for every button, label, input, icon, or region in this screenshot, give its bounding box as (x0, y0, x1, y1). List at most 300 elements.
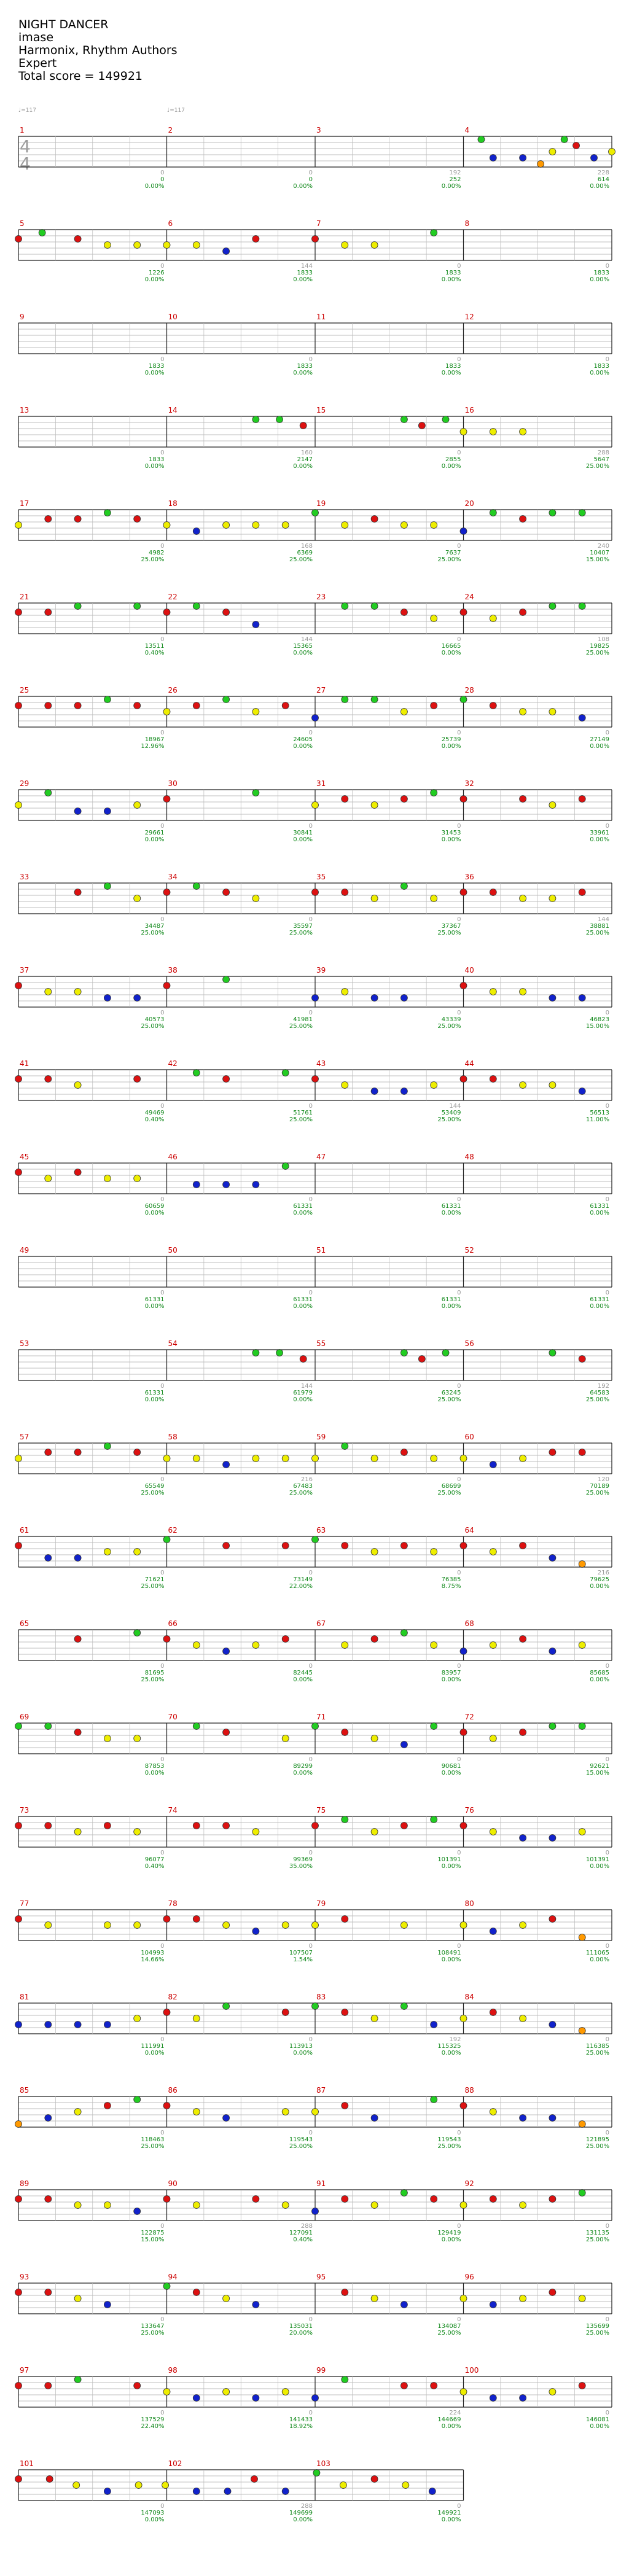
measure-score: 134087 (437, 2323, 461, 2330)
note-red (223, 1076, 230, 1083)
measure-tick: 0 (308, 2130, 313, 2136)
measure-percent: 0.00% (293, 1210, 313, 1216)
measure-number: 24 (464, 593, 474, 601)
note-red (46, 2476, 53, 2483)
note-red (400, 1543, 407, 1549)
measure-score: 31453 (441, 830, 461, 836)
measure-number: 68 (464, 1619, 474, 1628)
note-yellow (252, 709, 259, 715)
note-blue (579, 715, 585, 722)
measure-score: 1833 (297, 363, 313, 370)
measure-percent: 0.00% (441, 276, 461, 283)
measure-percent: 0.00% (293, 743, 313, 750)
measure-tick: 0 (160, 1196, 165, 1203)
time-signature-numerator: 4 (20, 136, 31, 157)
measure-percent: 0.00% (144, 183, 165, 190)
note-yellow (520, 1082, 526, 1089)
measure-tick: 0 (457, 449, 461, 456)
measure-score: 18967 (144, 736, 165, 743)
note-red (223, 1823, 230, 1829)
measure-tick: 288 (300, 2223, 313, 2230)
note-yellow (252, 1642, 259, 1649)
note-blue (45, 2115, 52, 2122)
note-yellow (549, 895, 556, 902)
note-red (74, 889, 81, 896)
measure-number: 8 (464, 219, 470, 228)
measure-score: 61331 (293, 1203, 313, 1210)
measure-score: 141433 (289, 2416, 313, 2423)
note-green (342, 603, 348, 610)
measure-percent: 25.00% (289, 2143, 313, 2150)
measure-number: 55 (316, 1339, 326, 1348)
measure-score: 43339 (441, 1016, 461, 1023)
measure-tick: 288 (300, 2503, 313, 2510)
note-yellow (134, 895, 141, 902)
measure-tick: 0 (605, 1196, 609, 1203)
note-blue (223, 1181, 230, 1188)
note-yellow (549, 709, 556, 715)
measure-percent: 0.00% (144, 276, 165, 283)
measure-number: 86 (168, 2086, 178, 2095)
measure-number: 71 (316, 1713, 326, 1721)
note-red (342, 2009, 348, 2016)
measure-tick: 228 (597, 169, 609, 176)
note-blue (104, 808, 111, 815)
measure-percent: 14.66% (141, 1956, 165, 1963)
note-green (549, 603, 556, 610)
measure-score: 99369 (293, 1856, 313, 1863)
note-red (15, 1916, 22, 1923)
measure-score: 73149 (293, 1576, 313, 1583)
measure-number: 37 (20, 966, 29, 975)
note-red (223, 1543, 230, 1549)
note-yellow (609, 149, 615, 155)
note-yellow (371, 2295, 378, 2302)
measure-score: 56513 (590, 1110, 609, 1116)
measure-score: 0 (160, 176, 165, 183)
note-yellow (371, 1549, 378, 1555)
measure-number: 77 (20, 1899, 29, 1908)
note-green (45, 1723, 52, 1730)
note-yellow (252, 1829, 259, 1835)
measure-score: 137529 (141, 2416, 165, 2423)
note-red (549, 2289, 556, 2296)
measure-percent: 0.00% (441, 1956, 461, 1963)
note-green (252, 416, 259, 423)
measure-score: 111065 (585, 1950, 609, 1956)
note-red (418, 422, 425, 429)
note-red (15, 1543, 22, 1549)
note-yellow (134, 242, 141, 249)
note-blue (520, 1835, 526, 1842)
measure-percent: 0.00% (441, 2050, 461, 2057)
measure-percent: 25.00% (289, 556, 313, 563)
note-yellow (134, 1549, 141, 1555)
measure-number: 50 (168, 1246, 178, 1255)
measure-tick: 0 (457, 1383, 461, 1390)
note-red (134, 1449, 141, 1456)
measure-score: 19825 (590, 643, 609, 650)
note-red (490, 1076, 496, 1083)
measure-tick: 144 (597, 916, 609, 923)
measure-number: 54 (168, 1339, 178, 1348)
measure-tick: 0 (160, 730, 165, 736)
note-red (400, 2383, 407, 2389)
note-yellow (520, 2202, 526, 2209)
note-yellow (74, 2295, 81, 2302)
note-green (342, 2376, 348, 2383)
measure-percent: 0.00% (441, 743, 461, 750)
note-yellow (400, 1922, 407, 1929)
measure-percent: 0.00% (441, 463, 461, 470)
measure-percent: 25.00% (585, 2050, 609, 2057)
measure-score: 122875 (141, 2230, 165, 2236)
measure-percent: 25.00% (289, 1023, 313, 1030)
measure-number: 81 (20, 1993, 29, 2001)
note-yellow (74, 2202, 81, 2209)
note-yellow (134, 2015, 141, 2022)
measure-score: 133647 (141, 2323, 165, 2330)
measure-number: 28 (464, 686, 474, 695)
measure-number: 4 (464, 126, 470, 134)
measure-percent: 25.00% (141, 1023, 165, 1030)
measure-percent: 0.00% (441, 836, 461, 843)
time-signature-denominator: 4 (20, 154, 31, 174)
measure-percent: 25.00% (141, 1490, 165, 1496)
note-red (490, 2196, 496, 2203)
note-yellow (342, 1642, 348, 1649)
note-red (163, 796, 170, 803)
measure-tick: 0 (605, 730, 609, 736)
measure-tick: 0 (605, 2130, 609, 2136)
measure-number: 20 (464, 499, 474, 508)
measure-score: 53409 (441, 1110, 461, 1116)
note-yellow (431, 522, 437, 529)
note-green (39, 230, 45, 236)
measure-tick: 0 (160, 1756, 165, 1763)
note-red (15, 1076, 22, 1083)
measure-percent: 0.00% (441, 1676, 461, 1683)
note-green (276, 416, 283, 423)
measure-tick: 108 (597, 636, 609, 643)
note-blue (252, 2395, 259, 2402)
note-yellow (520, 2295, 526, 2302)
measure-percent: 25.00% (141, 2143, 165, 2150)
measure-tick: 0 (160, 1850, 165, 1856)
note-red (520, 516, 526, 523)
measure-percent: 25.00% (585, 2330, 609, 2337)
measure-percent: 25.00% (585, 463, 609, 470)
measure-percent: 15.00% (585, 1770, 609, 1776)
measure-percent: 25.00% (585, 2236, 609, 2243)
note-red (520, 796, 526, 803)
measure-number: 73 (20, 1806, 29, 1815)
measure-score: 13511 (144, 643, 165, 650)
measure-number: 40 (464, 966, 474, 975)
note-yellow (460, 1922, 467, 1929)
measure-tick: 144 (449, 1103, 461, 1110)
note-yellow (431, 1082, 437, 1089)
measure-number: 59 (316, 1433, 326, 1441)
note-blue (74, 1555, 81, 1562)
measure-tick: 0 (160, 543, 165, 550)
note-yellow (312, 2109, 319, 2115)
note-red (520, 1636, 526, 1643)
note-yellow (371, 1735, 378, 1742)
measure-score: 149921 (437, 2510, 461, 2516)
note-green (134, 603, 141, 610)
measure-tick: 0 (605, 356, 609, 363)
measure-score: 2855 (445, 456, 461, 463)
measure-score: 34487 (144, 923, 165, 930)
measure-tick: 0 (160, 1570, 165, 1576)
measure-score: 68699 (441, 1483, 461, 1490)
note-red (371, 2476, 378, 2483)
measure-number: 2 (168, 126, 173, 134)
note-red (520, 1543, 526, 1549)
note-green (431, 230, 437, 236)
measure-number: 41 (20, 1059, 29, 1068)
note-red (282, 702, 289, 709)
total-score: Total score = 149921 (18, 69, 143, 83)
note-red (163, 983, 170, 989)
note-blue (520, 2395, 526, 2402)
measure-tick: 0 (308, 823, 313, 830)
measure-tick: 0 (605, 2036, 609, 2043)
note-yellow (193, 2202, 200, 2209)
note-red (163, 1916, 170, 1923)
note-blue (490, 2302, 496, 2308)
note-red (490, 889, 496, 896)
note-yellow (490, 2109, 496, 2115)
measure-number: 10 (168, 313, 178, 321)
note-green (561, 136, 568, 143)
measure-tick: 0 (160, 2223, 165, 2230)
measure-tick: 0 (160, 1476, 165, 1483)
measure-number: 9 (20, 313, 25, 321)
note-yellow (163, 1455, 170, 1462)
note-yellow (371, 1829, 378, 1835)
note-green (579, 510, 585, 516)
note-red (15, 983, 22, 989)
note-red (223, 889, 230, 896)
note-green (460, 696, 467, 703)
measure-score: 38881 (590, 923, 609, 930)
note-blue (224, 2488, 231, 2495)
measure-percent: 25.00% (585, 1396, 609, 1403)
measure-tick: 192 (597, 1383, 609, 1390)
measure-tick: 0 (160, 2316, 165, 2323)
measure-score: 252 (449, 176, 461, 183)
measure-tick: 0 (160, 1290, 165, 1296)
note-blue (104, 2021, 111, 2028)
note-blue (193, 2488, 200, 2495)
note-green (342, 1816, 348, 1823)
measure-percent: 0.00% (590, 836, 609, 843)
note-blue (400, 995, 407, 1002)
measure-number: 69 (20, 1713, 29, 1721)
measure-number: 43 (316, 1059, 326, 1068)
measure-number: 58 (168, 1433, 178, 1441)
note-yellow (431, 1549, 437, 1555)
measure-percent: 25.00% (437, 1490, 461, 1496)
note-yellow (104, 242, 111, 249)
measure-tick: 0 (457, 2223, 461, 2230)
note-green (163, 2283, 170, 2290)
note-red (520, 609, 526, 616)
note-yellow (134, 1175, 141, 1182)
note-yellow (163, 242, 170, 249)
measure-score: 61331 (144, 1390, 165, 1396)
measure-number: 6 (168, 219, 173, 228)
note-blue (223, 1461, 230, 1468)
measure-score: 64583 (590, 1390, 609, 1396)
note-orange (537, 161, 544, 168)
note-red (251, 2476, 257, 2483)
measure-tick: 0 (160, 169, 165, 176)
measure-percent: 25.00% (585, 930, 609, 936)
note-red (104, 1823, 111, 1829)
note-blue (520, 2115, 526, 2122)
measure-percent: 0.00% (144, 463, 165, 470)
note-green (478, 136, 485, 143)
measure-percent: 0.00% (144, 1303, 165, 1310)
measure-score: 16665 (441, 643, 461, 650)
note-blue (591, 155, 598, 161)
note-blue (45, 1555, 52, 1562)
note-yellow (15, 522, 22, 529)
measure-percent: 0.00% (441, 1770, 461, 1776)
measure-number: 53 (20, 1339, 29, 1348)
measure-percent: 0.00% (441, 183, 461, 190)
measure-tick: 216 (597, 1570, 609, 1576)
note-yellow (134, 1829, 141, 1835)
note-yellow (282, 2202, 289, 2209)
measure-percent: 0.00% (293, 2050, 313, 2057)
measure-score: 1833 (445, 270, 461, 276)
note-red (549, 2196, 556, 2203)
note-yellow (460, 1455, 467, 1462)
note-red (282, 1636, 289, 1643)
note-yellow (490, 615, 496, 622)
note-blue (134, 995, 141, 1002)
note-blue (223, 248, 230, 255)
note-red (300, 422, 307, 429)
note-yellow (223, 2295, 230, 2302)
measure-score: 92621 (590, 1763, 609, 1770)
note-blue (193, 1181, 200, 1188)
note-red (45, 1076, 52, 1083)
measure-score: 61331 (144, 1296, 165, 1303)
note-red (45, 516, 52, 523)
note-green (104, 1443, 111, 1450)
measure-number: 32 (464, 779, 474, 788)
note-red (15, 236, 22, 243)
note-green (342, 1443, 348, 1450)
measure-tick: 0 (457, 2130, 461, 2136)
note-orange (579, 1934, 585, 1941)
measure-number: 90 (168, 2179, 178, 2188)
measure-tick: 0 (457, 263, 461, 270)
note-yellow (163, 522, 170, 529)
measure-number: 72 (464, 1713, 474, 1721)
note-yellow (402, 2482, 409, 2489)
note-red (134, 702, 141, 709)
measure-percent: 0.00% (590, 2423, 609, 2430)
measure-tick: 0 (160, 2410, 165, 2416)
measure-number: 27 (316, 686, 326, 695)
measure-number: 17 (20, 499, 29, 508)
measure-number: 76 (464, 1806, 474, 1815)
measure-tick: 0 (308, 2410, 313, 2416)
note-red (15, 2289, 22, 2296)
measure-percent: 0.00% (441, 650, 461, 656)
measure-percent: 0.00% (590, 1583, 609, 1590)
measure-tick: 0 (160, 636, 165, 643)
note-red (193, 1823, 200, 1829)
note-green (45, 790, 52, 796)
note-blue (193, 528, 200, 535)
tempo-mark: ♩=117 (167, 107, 185, 114)
measure-percent: 0.00% (441, 2236, 461, 2243)
note-yellow (282, 1735, 289, 1742)
note-blue (104, 2302, 111, 2308)
note-yellow (340, 2482, 346, 2489)
measure-percent: 25.00% (585, 1490, 609, 1496)
note-blue (549, 2021, 556, 2028)
note-green (74, 603, 81, 610)
measure-number: 19 (316, 499, 326, 508)
note-yellow (15, 1455, 22, 1462)
note-red (163, 2103, 170, 2109)
measure-tick: 0 (457, 1290, 461, 1296)
note-red (163, 2196, 170, 2203)
note-red (74, 236, 81, 243)
note-green (371, 696, 378, 703)
measure-number: 95 (316, 2273, 326, 2281)
measure-number: 23 (316, 593, 326, 601)
note-red (15, 2476, 22, 2483)
note-blue (104, 2488, 111, 2495)
measure-percent: 0.00% (590, 1210, 609, 1216)
measure-number: 66 (168, 1619, 178, 1628)
measure-percent: 12.96% (141, 743, 165, 750)
measure-tick: 0 (457, 1570, 461, 1576)
measure-score: 33961 (590, 830, 609, 836)
note-blue (549, 1835, 556, 1842)
measure-tick: 0 (457, 2316, 461, 2323)
note-red (74, 1636, 81, 1643)
note-yellow (371, 802, 378, 809)
measure-number: 89 (20, 2179, 29, 2188)
measure-score: 146081 (585, 2416, 609, 2423)
measure-score: 131135 (585, 2230, 609, 2236)
note-blue (312, 2395, 319, 2402)
note-blue (579, 1088, 585, 1095)
note-green (442, 1350, 449, 1356)
note-blue (104, 995, 111, 1002)
measure-score: 61331 (293, 1296, 313, 1303)
measure-number: 62 (168, 1526, 178, 1535)
note-yellow (520, 895, 526, 902)
measure-percent: 15.00% (585, 1023, 609, 1030)
measure-score: 147093 (141, 2510, 165, 2516)
note-yellow (282, 1922, 289, 1929)
measure-percent: 0.00% (293, 1303, 313, 1310)
note-red (74, 1449, 81, 1456)
measure-score: 107507 (289, 1950, 313, 1956)
note-green (549, 510, 556, 516)
